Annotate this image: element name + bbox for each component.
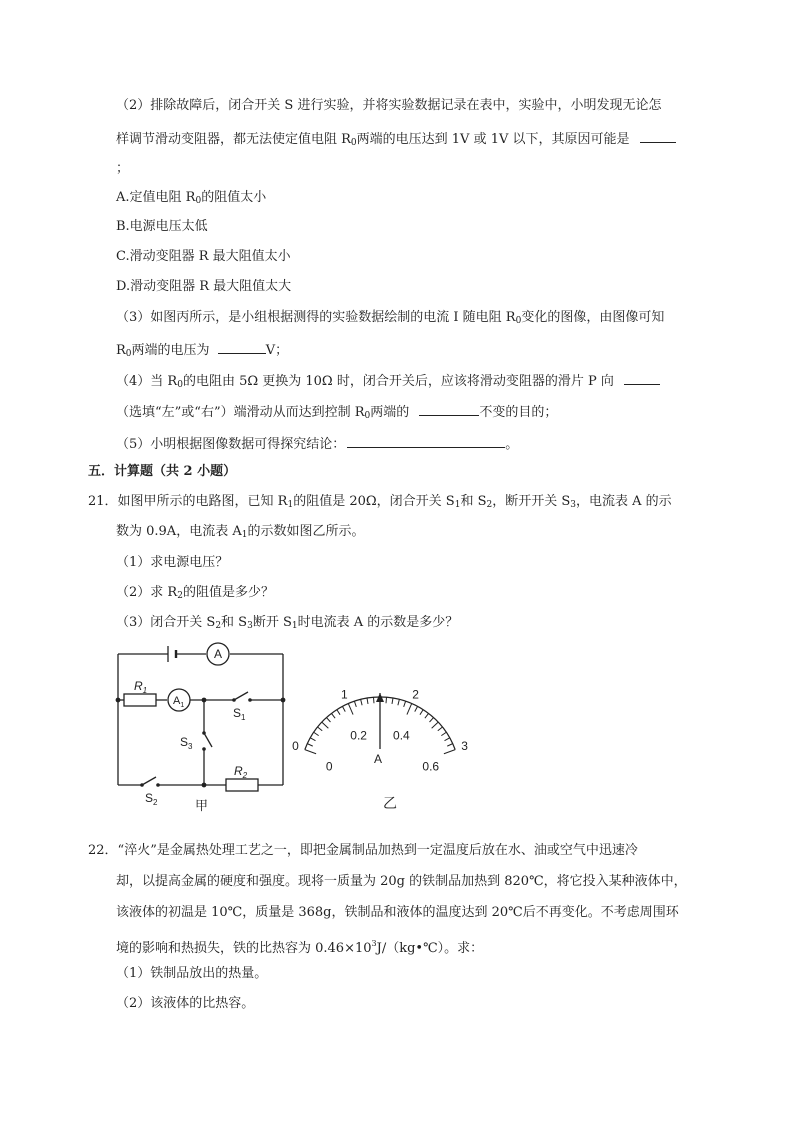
option-d: D.滑动变阻器 R 最大阻值太大 [116, 279, 292, 294]
option-a-text: A.定值电阻 R [116, 190, 196, 205]
superscript: 3 [371, 939, 377, 948]
dial-tick [361, 699, 362, 705]
switch-s3-blade [204, 733, 212, 747]
q21-line1-c: 和 S [460, 494, 487, 509]
q21-line1 [88, 493, 672, 514]
q21-line1-e: ，电流表 A 的示 [576, 494, 672, 509]
dial-tick [398, 699, 399, 705]
q20-p4-line2-a: （选填“左”或“右”）端滑动从而达到控制 R [116, 405, 365, 420]
dial-tick [318, 727, 323, 731]
subscript: 1 [241, 530, 248, 540]
q22-line1: 22．“淬火”是金属热处理工艺之一，即把金属制品加热到一定温度后放在水、油或空气中迅速冷 [88, 843, 638, 858]
switch-contact [202, 747, 206, 751]
resistor-r1 [124, 694, 156, 706]
q20-p3-line1 [116, 309, 664, 330]
dial-outer-label: 2 [412, 687, 419, 702]
q20-p2-line2-b: 两端的电压达到 1V 或 1V 以下，其原因可能是 [356, 132, 630, 147]
option-a [116, 189, 266, 210]
dial-tick [392, 698, 393, 704]
switch-contact [202, 731, 206, 735]
junction-node [202, 783, 207, 788]
q20-p3-line2 [116, 340, 288, 363]
switch-s1-blade [234, 692, 248, 700]
subscript: 2 [177, 591, 183, 601]
q20-p4-line1-b: 的电阻由 5Ω 更换为 10Ω 时，闭合开关后，应该将滑动变阻器的滑片 P 向 [182, 374, 614, 389]
q21-sub3-b: 和 S [221, 615, 248, 630]
answer-blank[interactable] [218, 340, 266, 354]
q20-p2-line3: ； [116, 161, 130, 176]
switch-contact [248, 698, 252, 702]
junction-node [202, 698, 207, 703]
q20-p2-line1: （2）排除故障后，闭合开关 S 进行实验，并将实验数据记录在表中，实验中，小明发现无论怎 [116, 98, 662, 113]
q20-p5-line1 [116, 434, 518, 454]
q21-sub2-b: 的阻值是多少？ [182, 585, 274, 600]
ammeter-a-label: A [214, 647, 223, 661]
q20-p4-line2-c: 不变的目的； [479, 405, 558, 420]
dial-tick [331, 713, 335, 718]
answer-blank[interactable] [347, 434, 505, 448]
subscript: 1 [291, 621, 298, 631]
q21-line2-a: 数为 0.9A，电流表 A [116, 524, 242, 539]
dial-tick [342, 706, 345, 711]
dial-tick [420, 710, 423, 715]
q20-p3-line2-c: V； [265, 343, 289, 358]
needle-label: A [374, 752, 383, 766]
dial-tick [432, 722, 439, 728]
subscript: 0 [364, 411, 371, 421]
subscript: 0 [195, 196, 202, 206]
q21-sub3-a: （3）闭合开关 S [116, 615, 216, 630]
dial-tick [415, 706, 418, 711]
q22-line4-b: J/（kg•℃）。求： [376, 941, 484, 956]
subscript: 3 [247, 621, 253, 631]
subscript: 0 [177, 380, 183, 390]
subscript: 3 [570, 500, 576, 510]
dial-inner-label: 0.4 [393, 728, 410, 743]
dial-tick [444, 750, 455, 754]
ammeter-dial [285, 665, 475, 815]
answer-blank[interactable] [640, 129, 676, 143]
junction-node [116, 698, 121, 703]
q21-sub2 [116, 584, 274, 605]
s2-label: $S_2$ [145, 791, 158, 807]
q22-line3: 该液体的初温是 10℃，质量是 368g，铁制品和液体的温度达到 20℃后不再变化。不考虑周围环 [116, 905, 679, 920]
q20-p2-line2 [116, 129, 676, 152]
dial-needle [376, 693, 384, 749]
q22-line4-a: 境的影响和热损失，铁的比热容为 0.46×10 [116, 941, 372, 956]
q20-p5-line1-b: 。 [505, 437, 519, 452]
switch-contact [156, 783, 160, 787]
switch-contact [232, 698, 236, 702]
dial-inner-label: 0 [325, 759, 333, 774]
q20-p3-line1-b: 变化的图像，由图像可知 [521, 310, 665, 325]
option-b: B.电源电压太低 [116, 219, 208, 234]
subscript: 0 [350, 138, 357, 148]
q21-sub1: （1）求电源电压？ [116, 555, 229, 570]
q21-sub3-c: 断开 S [252, 615, 292, 630]
dial-inner-label: 0.6 [422, 759, 440, 774]
r1-label: $R_1$ [134, 679, 148, 695]
q22-line2: 却，以提高金属的硬度和强度。现将一质量为 20g 的铁制品加热到 820℃，将它投入某种液体中， [116, 874, 687, 889]
s1-label: $S_1$ [233, 706, 246, 722]
q21-line2 [116, 523, 364, 544]
dial-tick [337, 710, 340, 715]
answer-blank[interactable] [419, 402, 479, 416]
r2-label: $R_2$ [234, 764, 248, 780]
dial-outer-label: 0 [292, 739, 299, 754]
dial-outer-label: 3 [461, 739, 468, 754]
figure-caption-jia: 甲 [195, 798, 209, 813]
option-c: C.滑动变阻器 R 最大阻值太小 [116, 249, 291, 264]
dial-tick [430, 718, 434, 722]
q20-p4-line1 [116, 371, 660, 394]
q20-p4-line2 [116, 402, 557, 425]
q20-p2-line2-a: 样调节滑动变阻器，都无法使定值电阻 R [116, 132, 351, 147]
q21-line1-b: 的阻值是 20Ω，闭合开关 S [293, 494, 455, 509]
subscript: 0 [515, 316, 522, 326]
q21-line2-b: 的示数如图乙所示。 [247, 524, 365, 539]
q21-line1-a: 21．如图甲所示的电路图，已知 R [88, 494, 288, 509]
dial-tick [305, 750, 316, 754]
resistor-r2 [226, 779, 258, 791]
option-a-text2: 的阻值太小 [201, 190, 267, 205]
dial-tick [441, 732, 446, 735]
circuit-diagram [100, 640, 300, 815]
section-title: 五．计算题（共 2 小题） [88, 464, 237, 479]
dial-tick [438, 727, 443, 731]
q20-p4-line2-b: 两端的 [370, 405, 410, 420]
dial-tick [354, 701, 356, 707]
dial-inner-label: 0.2 [350, 728, 367, 743]
dial-tick [407, 704, 412, 715]
subscript: 0 [125, 349, 132, 359]
dial-tick [447, 744, 452, 747]
switch-s2-blade [142, 777, 156, 785]
dial-tick [425, 713, 429, 718]
dial-tick [322, 722, 329, 728]
q21-sub2-a: （2）求 R [116, 585, 178, 600]
q20-p3-line1-a: （3）如图丙所示，是小组根据测得的实验数据绘制的电流 I 随电阻 R [116, 310, 516, 325]
dial-tick [314, 732, 319, 735]
q20-p3-line2-a: R [116, 343, 126, 358]
q22-sub1: （1）铁制品放出的热量。 [116, 966, 268, 981]
subscript: 1 [287, 500, 294, 510]
subscript: 1 [454, 500, 461, 510]
q22-sub2: （2）该液体的比热容。 [116, 996, 255, 1011]
dial-tick [310, 738, 315, 741]
dial-outer-label: 1 [341, 687, 348, 702]
q20-p5-line1-a: （5）小明根据图像数据可得探究结论： [116, 437, 346, 452]
q20-p3-line2-b: 两端的电压为 [131, 343, 210, 358]
subscript: 2 [215, 621, 222, 631]
figure-caption-yi: 乙 [383, 795, 397, 811]
ammeter-a1-label: $A_1$ [173, 695, 185, 709]
q21-sub3 [116, 614, 458, 635]
q20-p4-line1-a: （4）当 R [116, 374, 178, 389]
dial-tick [326, 718, 330, 722]
dial-tick [445, 738, 450, 741]
dial-tick [404, 701, 406, 707]
q22-line4 [116, 935, 483, 958]
answer-blank[interactable] [624, 371, 660, 385]
q21-sub3-d: 时电流表 A 的示数是多少？ [297, 615, 459, 630]
subscript: 2 [486, 500, 493, 510]
s3-label: $S_3$ [180, 735, 193, 751]
dial-tick [307, 744, 312, 747]
q21-line1-d: ，断开开关 S [492, 494, 571, 509]
dial-tick [348, 704, 353, 715]
dial-tick [367, 698, 368, 704]
switch-contact [140, 783, 144, 787]
